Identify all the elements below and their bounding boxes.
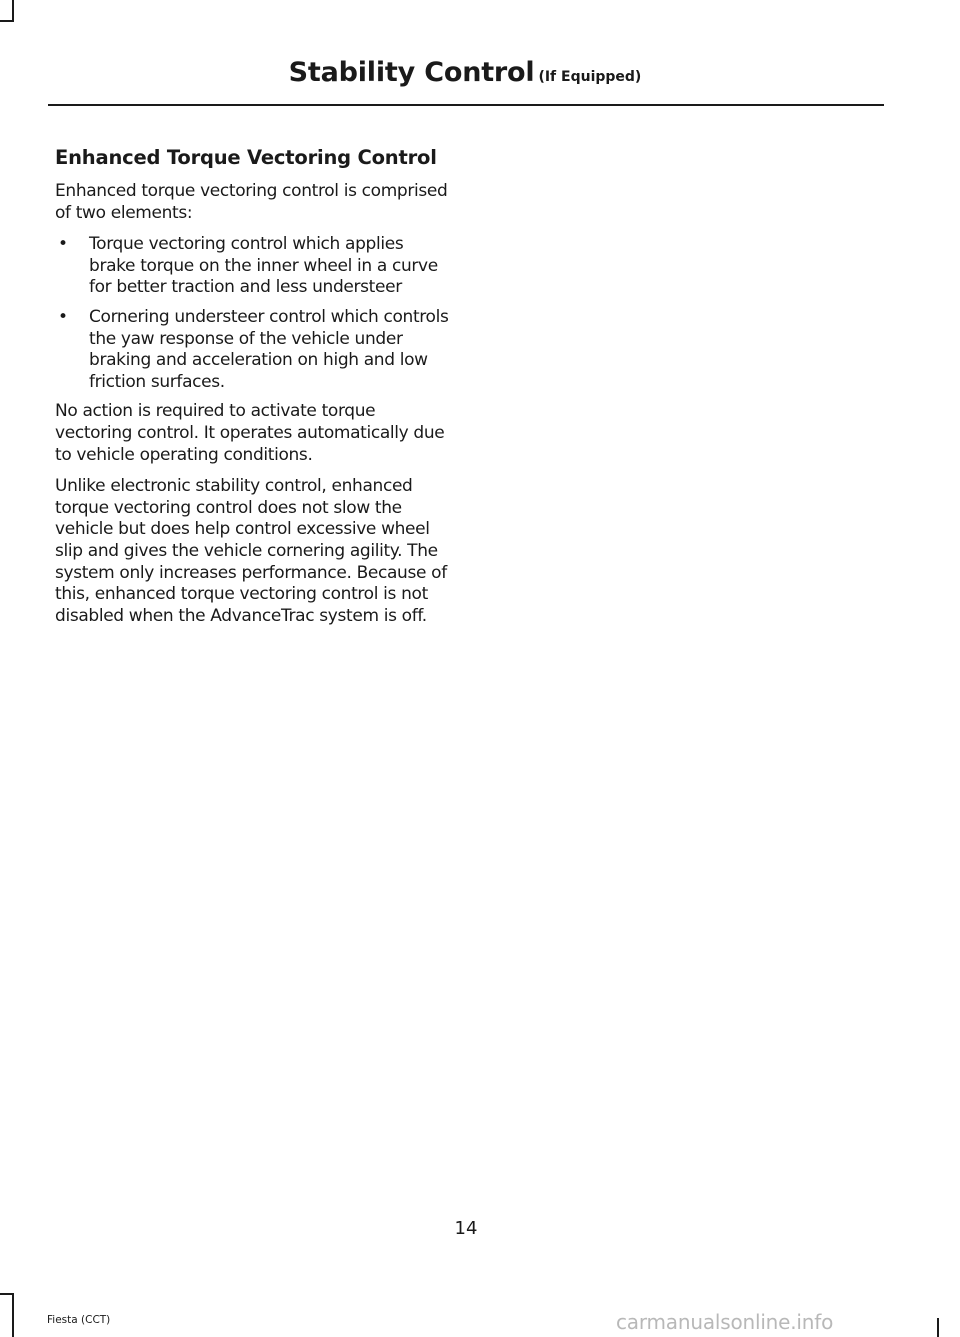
body-paragraph: Unlike electronic stability control, enhanced torque vectoring control does not slow the vehicle but does help control excessive wheel slip and gives the vehicle cornering agility. The system only increases performance. Because of this, enhanced torque vectoring control is not disabled when the AdvanceTrac system is off. [55,476,447,626]
chapter-subtitle: (If Equipped) [538,69,642,85]
element-list [55,234,453,393]
chapter-title: Stability Control [288,57,535,88]
watermark: carmanualsonline.info [616,1310,834,1334]
page-number: 14 [454,1218,478,1239]
bullet-icon: • [58,234,68,255]
bullet-icon: • [58,306,68,327]
section-heading: Enhanced Torque Vectoring Control [55,146,437,169]
list-item [55,307,453,393]
list-item-text: Cornering understeer control which controls the yaw response of the vehicle under braking and acceleration on high and low friction surfaces. [89,306,449,392]
crop-mark-top-left-horizontal [0,20,14,22]
crop-mark-bottom-left-horizontal [0,1293,14,1295]
header-divider [48,104,884,106]
crop-mark-bottom-right-vertical [937,1318,939,1337]
list-item [55,234,453,299]
intro-paragraph: Enhanced torque vectoring control is comprised of two elements: [55,181,448,223]
body-paragraph: No action is required to activate torque vectoring control. It operates automatically due to vehicle operating conditions. [55,401,445,465]
vehicle-model-label: Fiesta (CCT) [47,1314,111,1326]
list-item-text: Torque vectoring control which applies brake torque on the inner wheel in a curve for better traction and less understeer [89,234,438,298]
crop-mark-top-left-vertical [12,0,14,22]
page-header [0,57,930,88]
main-content [55,146,453,637]
crop-mark-bottom-left-vertical [12,1293,14,1337]
